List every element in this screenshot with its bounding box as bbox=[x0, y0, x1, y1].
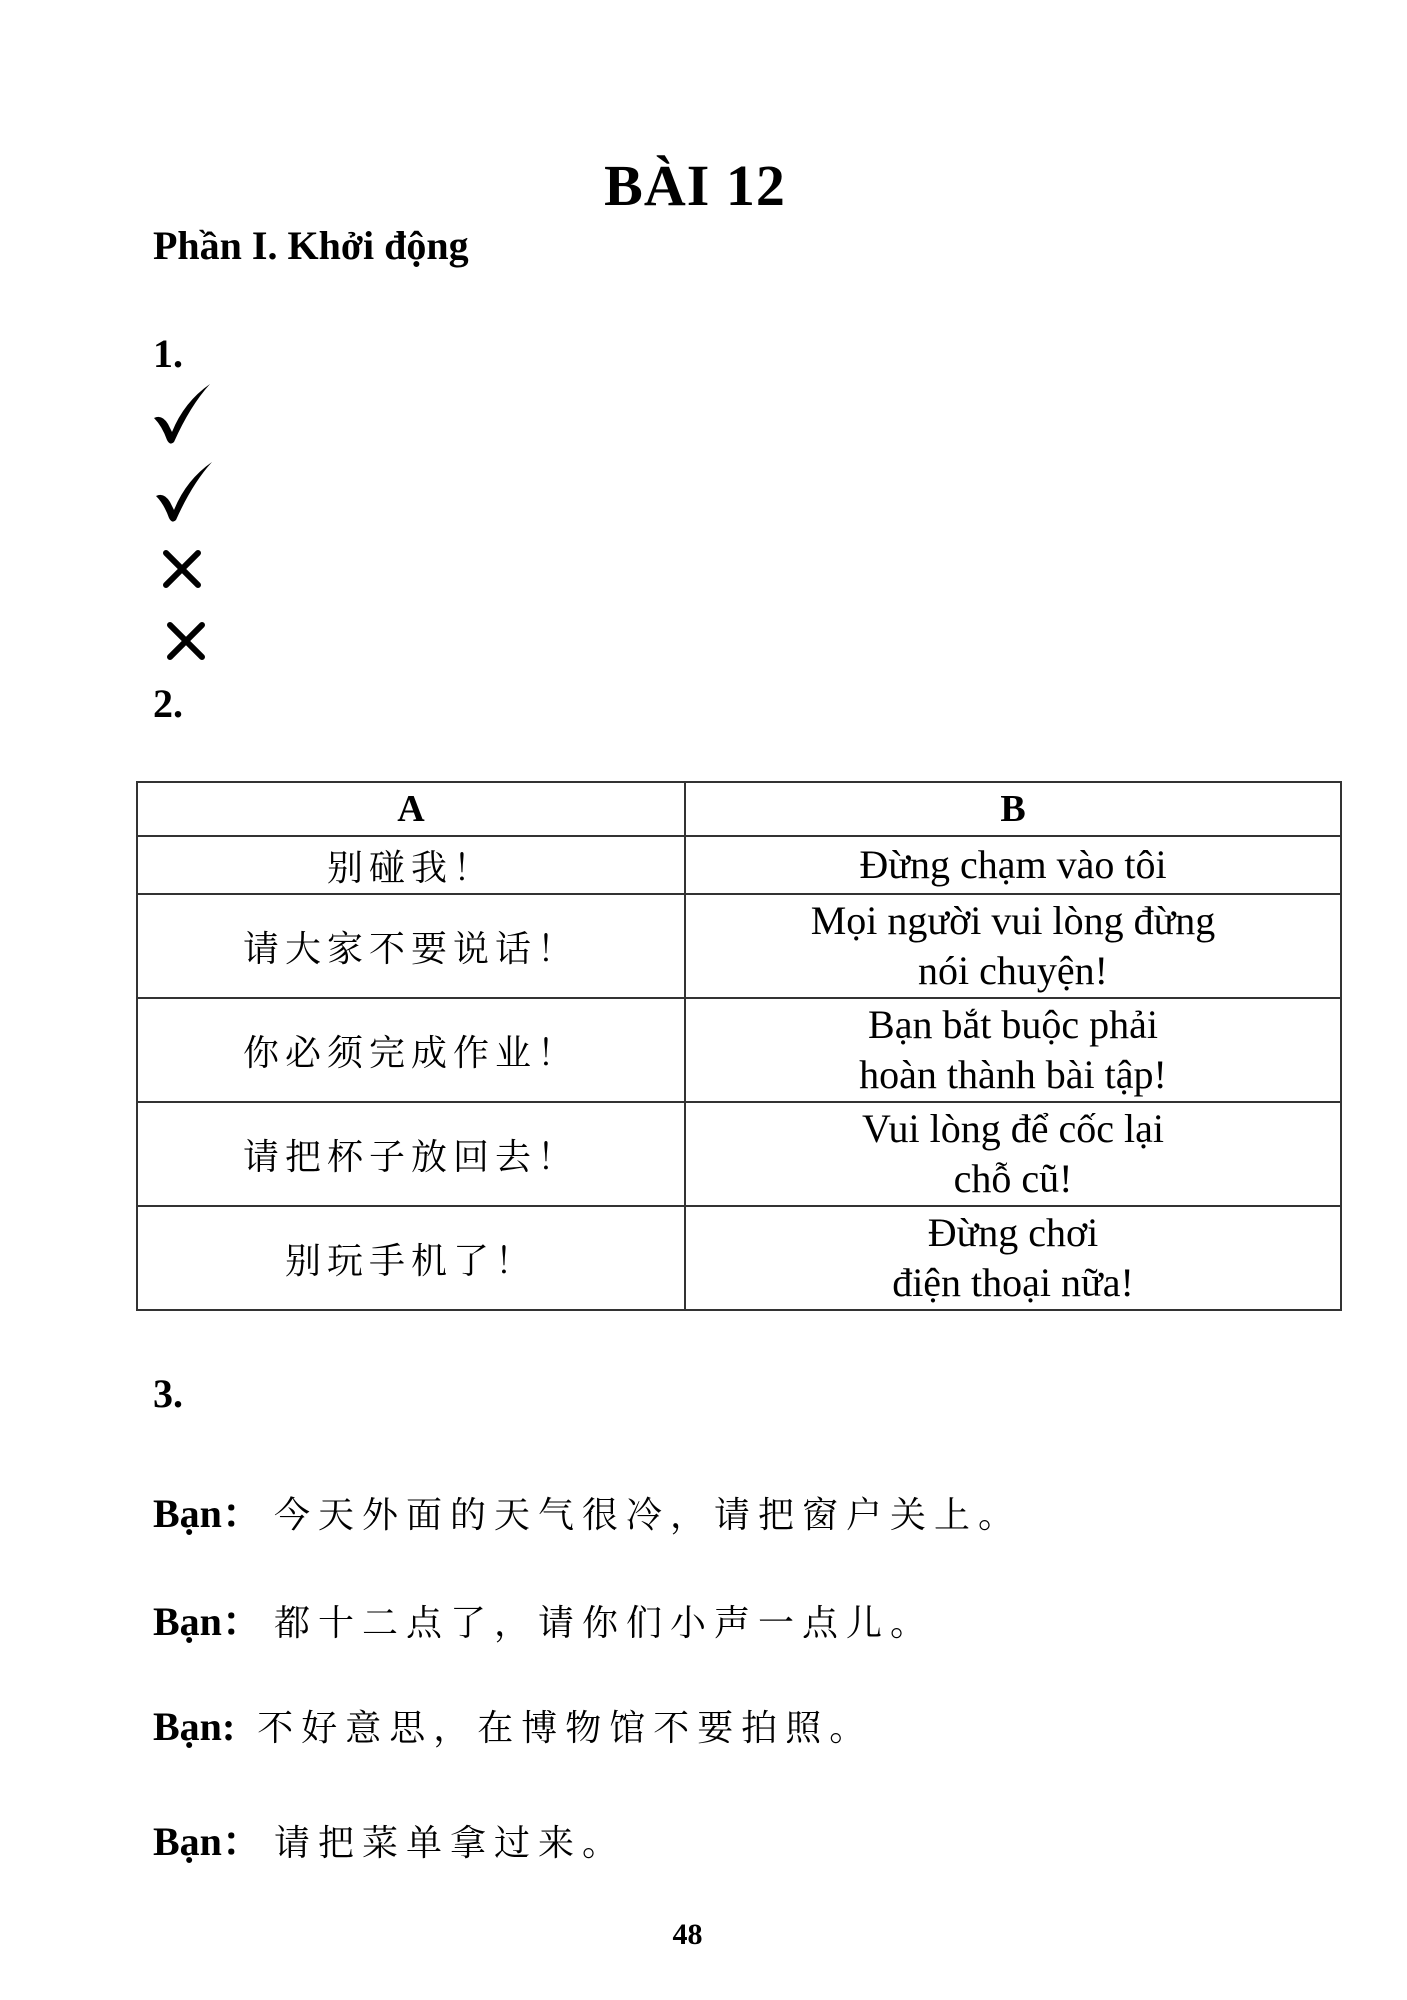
chinese-cell: 别玩手机了！ bbox=[137, 1206, 685, 1310]
speaker-label: Bạn bbox=[153, 1599, 222, 1644]
dialogue-line bbox=[153, 1810, 626, 1867]
vietnamese-line: Đừng chơi bbox=[927, 1210, 1099, 1255]
table-row bbox=[137, 998, 1341, 1102]
page-number: 48 bbox=[672, 1918, 703, 1951]
table-row bbox=[137, 1102, 1341, 1206]
dialogue-text: 今天外面的天气很冷，请把窗户关上。 bbox=[273, 1495, 1022, 1536]
page-title: BÀI 12 bbox=[604, 153, 786, 218]
vietnamese-line: hoàn thành bài tập! bbox=[859, 1052, 1167, 1097]
vietnamese-line: chỗ cũ! bbox=[953, 1156, 1073, 1201]
table-row bbox=[137, 836, 1341, 894]
dialogue-text: 都十二点了，请你们小声一点儿。 bbox=[273, 1603, 934, 1644]
speaker-label: Bạn bbox=[153, 1491, 222, 1536]
column-header-b: B bbox=[685, 782, 1341, 836]
dialogue-line bbox=[153, 1590, 934, 1647]
cross-icon bbox=[158, 545, 228, 615]
speaker-separator: ： bbox=[221, 1819, 262, 1864]
speaker-separator: : bbox=[221, 1704, 236, 1749]
check-icon bbox=[150, 380, 220, 450]
table-row bbox=[137, 894, 1341, 998]
chinese-cell: 别碰我！ bbox=[137, 836, 685, 894]
dialogue-text: 请把菜单拿过来。 bbox=[273, 1823, 626, 1864]
check-icon bbox=[150, 456, 220, 526]
vietnamese-line: Mọi người vui lòng đừng bbox=[810, 898, 1216, 943]
column-header-a: A bbox=[137, 782, 685, 836]
speaker-label: Bạn bbox=[153, 1819, 222, 1864]
chinese-cell: 请大家不要说话！ bbox=[137, 894, 685, 998]
exercise-3-number: 3. bbox=[153, 1371, 183, 1416]
cross-icon bbox=[162, 617, 232, 687]
dialogue-text: 不好意思，在博物馆不要拍照。 bbox=[257, 1708, 874, 1749]
vietnamese-line: Bạn bắt buộc phải bbox=[868, 1002, 1158, 1047]
vietnamese-cell bbox=[685, 998, 1341, 1102]
vietnamese-line: điện thoại nữa! bbox=[892, 1260, 1134, 1305]
dialogue-line bbox=[153, 1482, 1022, 1539]
vietnamese-line: Đừng chạm vào tôi bbox=[859, 842, 1167, 887]
vietnamese-cell bbox=[685, 836, 1341, 894]
dialogue-line bbox=[153, 1700, 873, 1751]
vietnamese-cell bbox=[685, 1102, 1341, 1206]
speaker-separator: ： bbox=[221, 1491, 262, 1536]
matching-table bbox=[136, 781, 1342, 1311]
speaker-label: Bạn bbox=[153, 1704, 222, 1749]
vietnamese-cell bbox=[685, 894, 1341, 998]
exercise-2-number: 2. bbox=[153, 681, 183, 726]
chinese-cell: 请把杯子放回去！ bbox=[137, 1102, 685, 1206]
exercise-1-number: 1. bbox=[153, 331, 183, 376]
table-header-row bbox=[137, 782, 1341, 836]
vietnamese-cell bbox=[685, 1206, 1341, 1310]
speaker-separator: ： bbox=[221, 1599, 262, 1644]
section-heading: Phần I. Khởi động bbox=[153, 223, 469, 268]
vietnamese-line: nói chuyện! bbox=[918, 948, 1108, 993]
vietnamese-line: Vui lòng để cốc lại bbox=[862, 1106, 1164, 1151]
table-row bbox=[137, 1206, 1341, 1310]
chinese-cell: 你必须完成作业！ bbox=[137, 998, 685, 1102]
